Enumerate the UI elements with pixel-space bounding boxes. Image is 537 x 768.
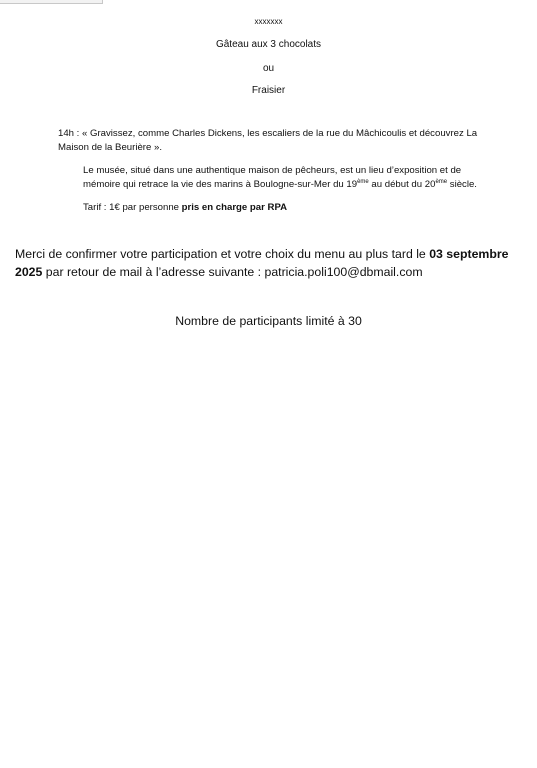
or-word: ou xyxy=(262,63,275,74)
window-edge xyxy=(0,0,103,4)
dessert-option-1: Gâteau aux 3 chocolats xyxy=(215,39,322,50)
participant-limit: Nombre de participants limité à 30 xyxy=(175,314,362,328)
tarif-line: Tarif : 1€ par personne pris en charge par RPA xyxy=(83,202,288,213)
redacted-text: xxxxxxx xyxy=(254,17,283,26)
museum-description-line1: Le musée, situé dans une authentique maison de pêcheurs, est un lieu d’exposition et de xyxy=(83,165,462,176)
dessert-option-2: Fraisier xyxy=(251,85,286,96)
museum-description-line2: mémoire qui retrace la vie des marins à Boulogne-sur-Mer du 19ème au début du 20ème siècle. xyxy=(83,178,477,190)
confirmation-line1: Merci de confirmer votre participation et votre choix du menu au plus tard le 03 septembre xyxy=(15,247,509,261)
confirmation-line2: 2025 par retour de mail à l’adresse suivante : patricia.poli100@dbmail.com xyxy=(15,265,423,279)
activity-intro-line2: Maison de la Beurière ». xyxy=(58,142,162,153)
activity-intro-line1: 14h : « Gravissez, comme Charles Dickens, les escaliers de la rue du Mâchicoulis et découvrez La xyxy=(58,128,478,139)
